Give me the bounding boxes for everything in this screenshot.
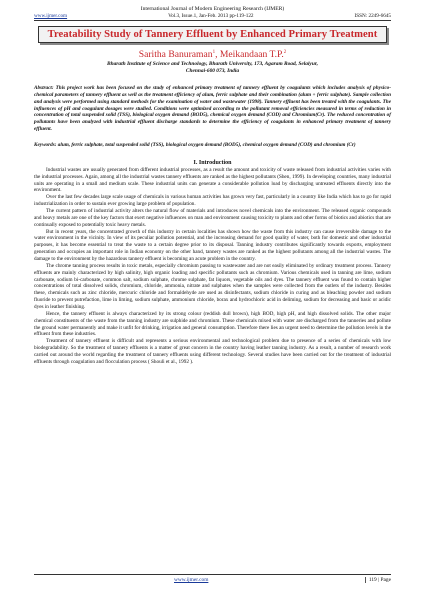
paper-page <box>0 6 425 606</box>
author-name: Meikandaan T.P. <box>219 48 284 60</box>
journal-issn: ISSN: 2249-6645 <box>354 12 391 19</box>
affiliation-line: Chennai-600 073, India <box>185 67 240 74</box>
journal-volume: Vol.3, Issue.1, Jan-Feb. 2013 pp-119-122 <box>168 12 254 19</box>
author-affiliation-mark: 1 <box>212 49 216 55</box>
section-heading: I. Introduction <box>193 159 232 166</box>
page-number: 119 | Page <box>365 577 391 583</box>
author-line <box>34 49 391 60</box>
journal-header: International Journal of Modern Engineering Research (IJMER) <box>140 6 285 12</box>
footer-url-link[interactable]: www.ijmer.com <box>174 577 209 583</box>
body-paragraph: The chrome tanning process results in toxic metals, especially chromium passing to wastewater and are not easily eliminated by ordinary treatment process. Tannery effluents are mainly characterized by high salinity, high organic loading and specific pollutants such as chromium. Various chemicals used in tanning are lime, sodium carbonate, sodium bi-carbonate, common salt, sodium sulphate, chrome sulphate, fat liquors, vegetable oils and dyes. The tannery effluent was found to contain higher concentrations of total dissolved solids, chromium, chloride, ammonia, nitrate and sulphates when the samples were collected from the outlets of the industry. Besides these, chemicals such as zinc chloride, mercuric chloride and formaldehyde are used as disinfectants, sodium chloride in curing and as bleaching powder and sodium fluoride to prevent putrefaction, lime in liming, sodium sulphate, ammonium chloride, borax and hydrochloric acid in deliming, sodium for decreasing and basic or acidic dyes in leather finishing. <box>34 262 391 311</box>
abstract-text: This project work has been focused on the study of enhanced primary treatment of tannery effluent by coagulants which includes analysis of physico-chemical parameters of tannery effluent as well as the treatment efficiency of alum, ferric sulphate and their combination (alum + ferric sulphate). Sample collection and analysis were performed using standard methods for the examination of water and wastewater (1998). Tannery effluent has been treated with the coagulants. The influences of pH and coagulant dosages were studied. Conditions were optimized according to the pollutant removal efficiencies measured in terms of reduction in concentration of total suspended solid (TSS), biological oxygen demand (BOD5), chemical oxygen demand (COD) and Chromium(Cr). The reduced concentration of pollutants have been analyzed with industrial effluent discharge standards to determine the efficiency of coagulants in enhanced primary treatment of tannery effluent. <box>34 84 391 133</box>
author-affiliation-mark: 2 <box>283 49 287 55</box>
page-footer <box>34 574 391 583</box>
body-paragraph: Over the last few decades large scale usage of chemicals in various human activities has grown very fast, particularly in a country like India which has to go for rapid industrialization in order to sustain ever growing large problem of population. <box>34 194 391 208</box>
body-paragraph: Industrial wastes are usually generated from different industrial processes, as a result the amount and toxicity of waste released from industrial activities varies with the industrial processes. Again, among all the industrial wastes tannery effluents are ranked as the highest pollutants (Shen, 1999). In developing countries, many industrial units are operating in a small and medium scale. These industrial units can generate a considerable pollution load by discharging untreated effluents directly into the environment. <box>34 166 391 194</box>
author-name: Saritha Banuraman <box>138 48 213 60</box>
abstract <box>34 85 391 133</box>
journal-meta-row <box>34 13 391 19</box>
body-paragraph: The current pattern of industrial activity alters the natural flow of materials and introduces novel chemicals into the environment. The released organic compounds and heavy metals are one of the key factors that exert negative influences on man and environment causing toxicity to plants and other forms of biotics and abiotics that are continually exposed to potentially toxic heavy metals. <box>34 208 391 228</box>
abstract-label: Abstract: <box>34 84 54 91</box>
keywords-text: alum, ferric sulphate, total suspended solid (TSS), biological oxygen demand (BOD5), chemical oxygen demand (COD) and chromium (Cr) <box>56 141 356 148</box>
affiliation <box>34 61 391 75</box>
keywords <box>34 142 391 149</box>
affiliation-line: Bharath Institute of Science and Technology, Bharath University, 173, Agaram Road, Selaiyur, <box>107 60 318 67</box>
keywords-label: Keywords: <box>34 141 57 148</box>
body-paragraph: Treatment of tannery effluent is difficult and represents a serious environmental and technological problem due to presence of a series of chemicals with low biodegradability. So the treatment of tannery effluents is a matter of great concern in the country having leather tanning industry. As a result, a number of research work carried out around the world regarding the treatment of tannery effluents using different technology. Several studies have been carried out for the treatment of industrial effluents through coagulation and flocculation process ( Shouli et al., 1992 ). <box>34 338 391 365</box>
journal-url-link[interactable]: www.ijmer.com <box>34 12 68 19</box>
paper-title: Treatability Study of Tannery Effluent by Enhanced Primary Treatment <box>38 26 387 43</box>
author-separator: , <box>215 48 220 60</box>
body-paragraph: Hence, the tannery effluent is always characterized by its strong colour (reddish dull brown), high BOD, high pH, and high dissolved solids. The other major chemical constituents of the waste from the tanning industry are sulphide and chromium. These chemicals mixed with water are discharged from the tanneries and pollute the ground water permanently and make it unfit for drinking, irrigation and general consumption. Therefore there lies an urgent need to determine the pollution levels in the effluent from these industries. <box>34 310 391 338</box>
body-paragraph: But in recent years, the concentrated growth of this industry in certain localities has shown how the waste from this industry can cause irreversible damage to the water environment in the vicinity. In view of its peculiar pollution potential, and the increasing demand for good quality of water, both for domestic and other industrial purposes, it has become essential to treat the waste to a certain degree prior to its disposal. Tanning industry contributes significantly towards exports, employment generation and occupies an important role in Indian economy on the other hand, tannery wastes are ranked as the highest pollutants among all the industrial wastes. The damage to the environment by the hazardous tannery effluent is becoming an acute problem in the country. <box>34 228 391 263</box>
header-divider <box>34 20 391 21</box>
